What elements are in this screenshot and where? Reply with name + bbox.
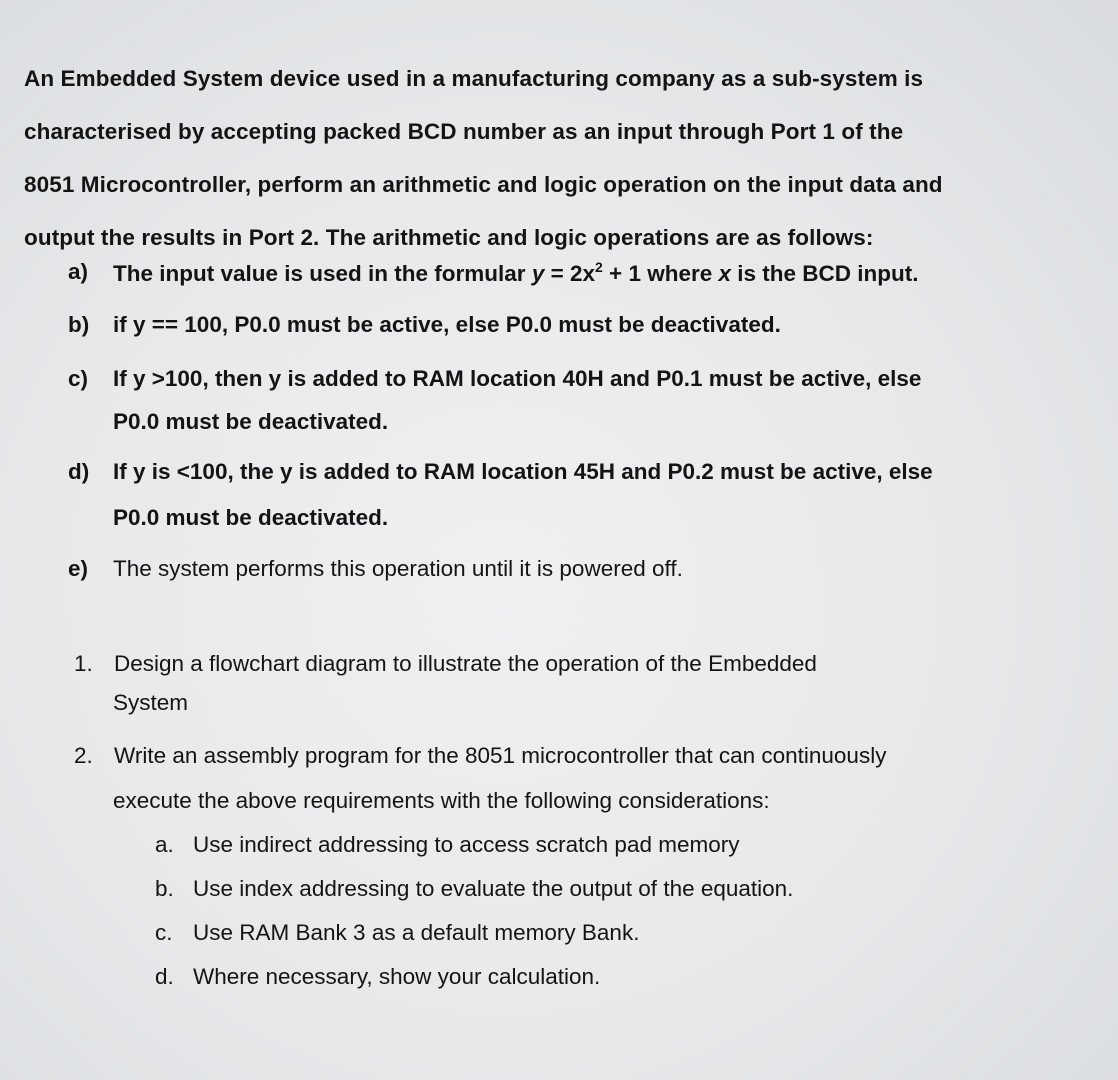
- condition-text: If y >100, then y is added to RAM location 40H and P0.1 must be active, else: [113, 366, 922, 391]
- condition-text: if y == 100, P0.0 must be active, else P0.0 must be deactivated.: [113, 312, 781, 337]
- condition-continuation: P0.0 must be deactivated.: [113, 505, 389, 530]
- consideration-marker: c.: [155, 920, 173, 945]
- consideration-text: Use index addressing to evaluate the output of the equation.: [193, 876, 794, 901]
- consideration-marker: d.: [155, 964, 174, 989]
- question-continuation: execute the above requirements with the following considerations:: [113, 788, 770, 813]
- condition-text-part: The input value is used in the formular: [113, 261, 532, 286]
- consideration-marker: a.: [155, 832, 174, 857]
- problem-statement: [24, 52, 1094, 264]
- condition-marker: a): [68, 259, 89, 284]
- intro-line: 8051 Microcontroller, perform an arithmetic and logic operation on the input data and: [24, 172, 943, 197]
- condition-text: The system performs this operation until it is powered off.: [113, 556, 683, 581]
- question-marker: 1.: [74, 651, 93, 676]
- intro-line: characterised by accepting packed BCD number as an input through Port 1 of the: [24, 119, 904, 144]
- formula-exponent: 2: [595, 259, 603, 275]
- condition-marker: b): [68, 312, 90, 337]
- formula-body: = 2x: [544, 261, 595, 286]
- intro-line: An Embedded System device used in a manufacturing company as a sub-system is: [24, 66, 924, 91]
- formula-y: y: [531, 261, 545, 286]
- question-marker: 2.: [74, 743, 93, 768]
- consideration-text: Where necessary, show your calculation.: [193, 964, 601, 989]
- question-continuation: System: [113, 690, 189, 715]
- consideration-marker: b.: [155, 876, 174, 901]
- formula-rest: + 1 where: [602, 261, 719, 286]
- consideration-text: Use RAM Bank 3 as a default memory Bank.: [193, 920, 640, 945]
- intro-line: output the results in Port 2. The arithmetic and logic operations are as follows:: [24, 225, 874, 250]
- condition-text: If y is <100, the y is added to RAM location 45H and P0.2 must be active, else: [113, 459, 933, 484]
- condition-marker: c): [68, 366, 89, 391]
- condition-text: [113, 259, 919, 287]
- condition-continuation: P0.0 must be deactivated.: [113, 409, 389, 434]
- condition-marker: e): [68, 556, 89, 581]
- condition-marker: d): [68, 459, 90, 484]
- formula-x: x: [718, 261, 731, 286]
- question-text: Design a flowchart diagram to illustrate the operation of the Embedded: [114, 651, 817, 676]
- condition-text-part: is the BCD input.: [731, 261, 919, 286]
- question-text: Write an assembly program for the 8051 microcontroller that can continuously: [114, 743, 887, 768]
- consideration-text: Use indirect addressing to access scratch pad memory: [193, 832, 740, 857]
